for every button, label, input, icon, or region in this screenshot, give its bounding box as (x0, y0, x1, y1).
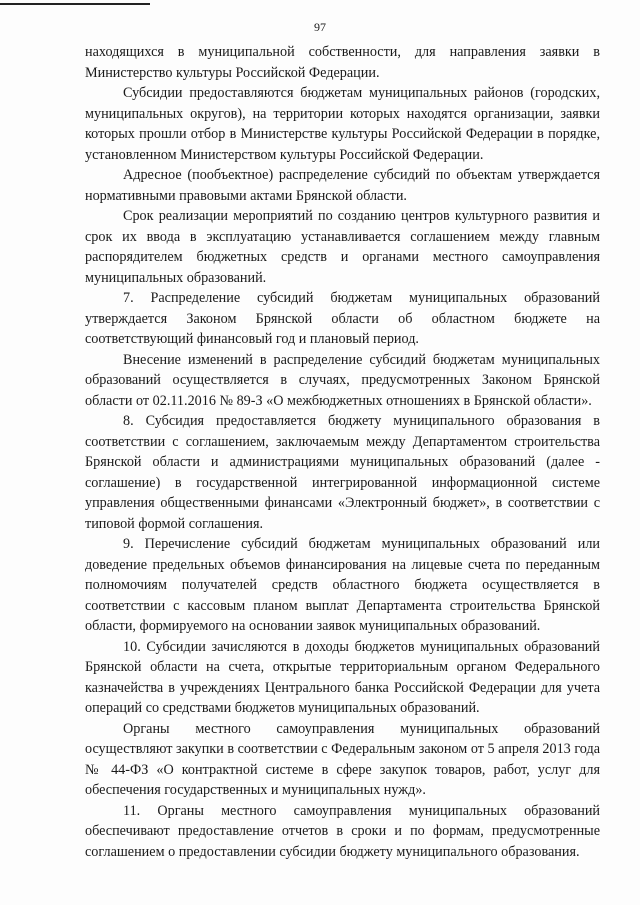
paragraph: 10. Субсидии зачисляются в доходы бюджетов муниципальных образований Брянской области на счета, открытые территориальным органом Федерального казначейства в учреждениях Центрального банка Российской Федерации для учета операций со средствами бюджетов муниципальных образований. (85, 638, 600, 716)
paragraph: Адресное (пообъектное) распределение субсидий по объектам утверждается нормативными правовыми актами Брянской области. (85, 167, 600, 204)
page-number: 97 (314, 20, 326, 34)
document-body (85, 42, 600, 862)
paragraph: Органы местного самоуправления муниципальных образований осуществляют закупки в соответствии с Федеральным законом от 5 апреля 2013 года № 44-ФЗ «О контрактной системе в сфере закупок товаров, работ, услуг для обеспечения государственных и муниципальных нужд». (85, 720, 600, 798)
paragraph: Субсидии предоставляются бюджетам муниципальных районов (городских, муниципальных округов), на территории которых находятся организации, заявки которых прошли отбор в Министерстве культуры Российской Федерации в порядке, установленном Министерством культуры Российской Федерации. (85, 85, 600, 163)
paragraph: 9. Перечисление субсидий бюджетам муниципальных образований или доведение предельных объемов финансирования на лицевые счета по переданным полномочиям получателей средств областного бюджета осуществляется в соответствии с кассовым планом выплат Департамента строительства Брянской области, формируемого на основании заявок муниципальных образований. (85, 536, 600, 634)
paragraph: 8. Субсидия предоставляется бюджету муниципального образования в соответствии с соглашением, заключаемым между Департаментом строительства Брянской области и администрациями муниципальных образований (далее - соглашение) в государственной интегрированной информационной системе управления общественными финансами «Электронный бюджет», в соответствии с типовой формой соглашения. (85, 413, 600, 532)
paragraph: находящихся в муниципальной собственности, для направления заявки в Министерство культуры Российской Федерации. (85, 44, 600, 81)
paragraph: 11. Органы местного самоуправления муниципальных образований обеспечивают предоставление отчетов в сроки и по формам, предусмотренные соглашением о предоставлении субсидии бюджету муниципального образования. (85, 802, 600, 860)
paragraph: Срок реализации мероприятий по созданию центров культурного развития и срок их ввода в эксплуатацию устанавливается соглашением между главным распорядителем бюджетных средств и органами местного самоуправления муниципальных образований. (85, 208, 600, 286)
top-rule (0, 3, 150, 5)
paragraph: 7. Распределение субсидий бюджетам муниципальных образований утверждается Законом Брянской области об областном бюджете на соответствующий финансовый год и плановый период. (85, 290, 600, 347)
paragraph: Внесение изменений в распределение субсидий бюджетам муниципальных образований осуществляется в случаях, предусмотренных Законом Брянской области от 02.11.2016 № 89-З «О межбюджетных отношениях в Брянской области». (85, 351, 600, 409)
